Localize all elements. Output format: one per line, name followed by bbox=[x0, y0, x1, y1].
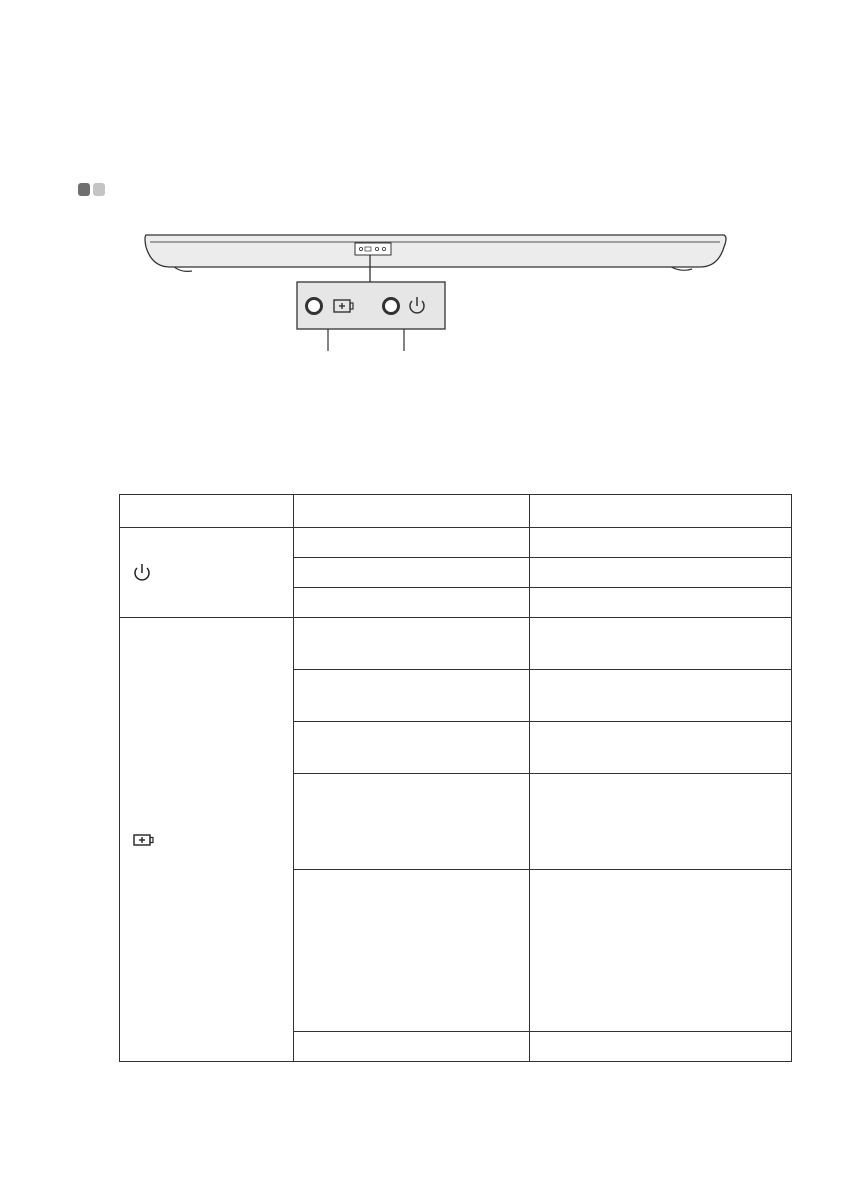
table-cell bbox=[530, 670, 792, 722]
table-header-cell bbox=[120, 495, 294, 528]
section-marker-light-square bbox=[93, 183, 105, 196]
table-cell bbox=[294, 558, 530, 588]
battery-icon bbox=[133, 833, 157, 847]
table-cell bbox=[294, 774, 530, 870]
table-cell bbox=[294, 528, 530, 558]
indicator-status-table bbox=[119, 494, 792, 1062]
laptop-front-view-figure bbox=[140, 225, 740, 375]
table-row bbox=[120, 618, 792, 670]
table-cell bbox=[294, 870, 530, 1032]
table-cell bbox=[530, 588, 792, 618]
power-indicator-cell bbox=[120, 528, 294, 618]
battery-status-light bbox=[307, 299, 322, 314]
table-cell bbox=[530, 558, 792, 588]
table-cell bbox=[294, 618, 530, 670]
table-cell bbox=[530, 774, 792, 870]
table-cell bbox=[294, 1032, 530, 1062]
table-cell bbox=[294, 722, 530, 774]
power-icon bbox=[133, 563, 151, 583]
section-marker bbox=[78, 183, 105, 196]
table-cell bbox=[530, 722, 792, 774]
table-row bbox=[120, 528, 792, 558]
power-status-light bbox=[384, 299, 399, 314]
table-cell bbox=[294, 588, 530, 618]
table-cell bbox=[530, 618, 792, 670]
table-cell bbox=[530, 870, 792, 1032]
battery-indicator-cell bbox=[120, 618, 294, 1062]
table-cell bbox=[530, 528, 792, 558]
table-cell bbox=[294, 670, 530, 722]
section-marker-dark-square bbox=[78, 183, 90, 196]
laptop-front-view-illustration bbox=[140, 225, 740, 375]
table-cell bbox=[530, 1032, 792, 1062]
table-header-cell bbox=[294, 495, 530, 528]
laptop-body bbox=[145, 235, 726, 267]
table-header-cell bbox=[530, 495, 792, 528]
table-header-row bbox=[120, 495, 792, 528]
